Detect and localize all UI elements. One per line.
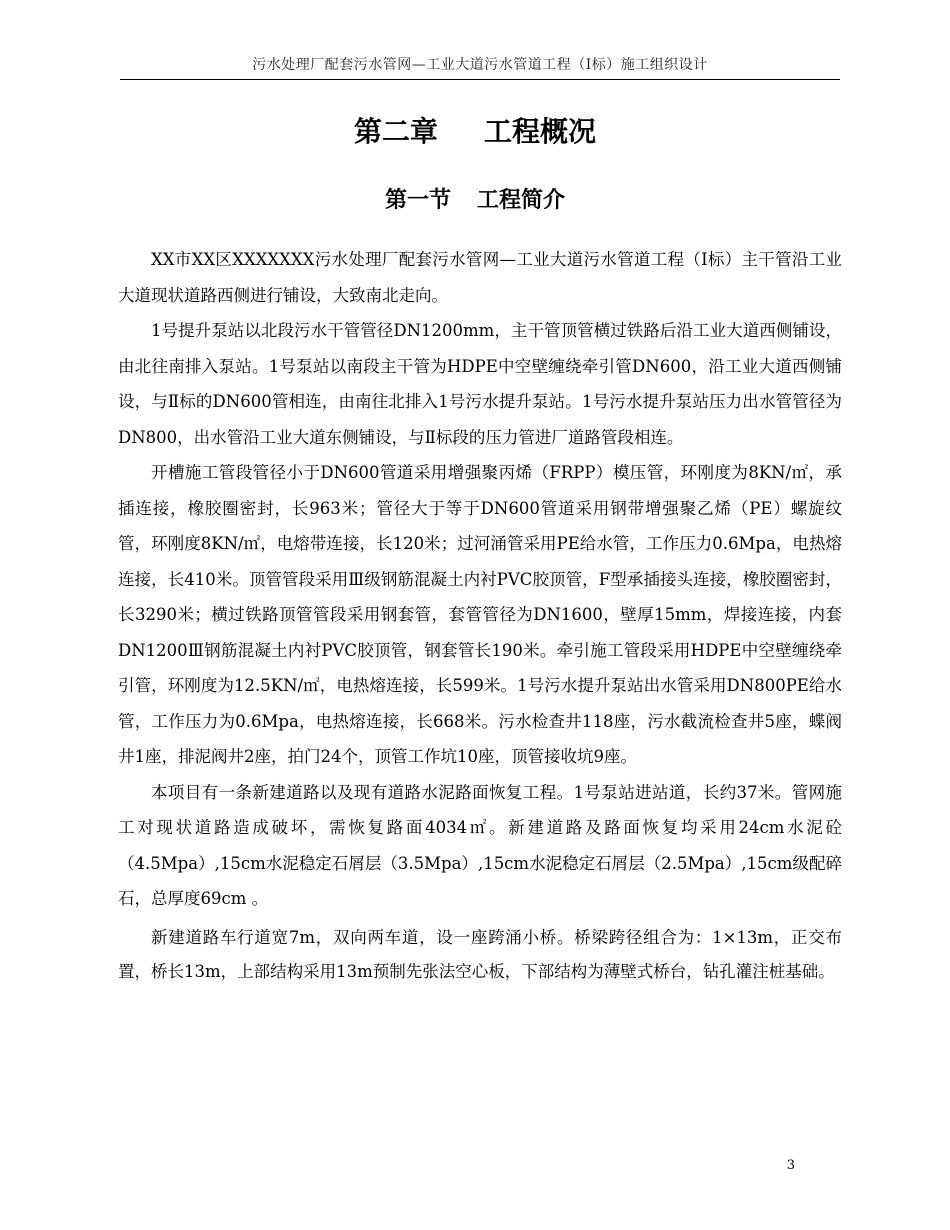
- paragraph-project-overview: XX市XX区XXXXXXX污水处理厂配套污水管网—工业大道污水管道工程（I标）主干管沿工业大道现状道路西侧进行铺设，大致南北走向。: [118, 250, 842, 305]
- page-number: 3: [786, 1158, 795, 1173]
- paragraph-bridge: 新建道路车行道宽7m，双向两车道，设一座跨涌小桥。桥梁跨径组合为：1×13m，正交布置，桥长13m，上部结构采用13m预制先张法空心板，下部结构为薄壁式桥台，钻孔灌注桩基础。: [118, 927, 842, 981]
- section-name: 工程简介: [477, 188, 566, 213]
- document-body: [118, 242, 842, 989]
- chapter-name: 工程概况: [484, 115, 597, 148]
- header-divider: [120, 79, 840, 80]
- section-number: 第一节: [384, 188, 451, 213]
- section-title: [0, 183, 950, 214]
- paragraph-pump-station-mains: 1号提升泵站以北段污水干管管径DN1200mm，主干管顶管横过铁路后沿工业大道西侧铺设，由北往南排入泵站。1号泵站以南段主干管为HDPE中空壁缠绕牵引管DN600，沿工业大道西侧铺设，与Ⅱ标的DN600管相连，由南往北排入1号污水提升泵站。1号污水提升泵站压力出水管管径为DN800，出水管沿工业大道东侧铺设，与Ⅱ标段的压力管进厂道路管段相连。: [118, 321, 842, 447]
- running-header: 污水处理厂配套污水管网—工业大道污水管道工程（I标）施工组织设计: [252, 57, 708, 73]
- paragraph-pipe-materials: 开槽施工管段管径小于DN600管道采用增强聚丙烯（FRPP）模压管，环刚度为8KN/㎡，承插连接，橡胶圈密封，长963米；管径大于等于DN600管道采用钢带增强聚乙烯（PE）螺旋纹管，环刚度8KN/㎡，电熔带连接，长120米；过河涌管采用PE给水管，工作压力0.6Mpa，电热熔连接，长410米。顶管管段采用Ⅲ级钢筋混凝土内衬PVC胶顶管，F型承插接头连接，橡胶圈密封，长3290米；横过铁路顶管管段采用钢套管，套管管径为DN1600，壁厚15mm，焊接连接，内套DN1200Ⅲ钢筋混凝土内衬PVC胶顶管，钢套管长190米。牵引施工管段采用HDPE中空壁缠绕牵引管，环刚度为12.5KN/㎡，电热熔连接，长599米。1号污水提升泵站出水管采用DN800PE给水管，工作压力为0.6Mpa，电热熔连接，长668米。污水检查井118座，污水截流检查井5座，蝶阀井1座，排泥阀井2座，拍门24个，顶管工作坑10座，顶管接收坑9座。: [118, 463, 842, 766]
- chapter-title: [0, 110, 950, 150]
- chapter-number: 第二章: [353, 115, 438, 148]
- paragraph-road-restoration: 本项目有一条新建道路以及现有道路水泥路面恢复工程。1号泵站进站道，长约37米。管网施工对现状道路造成破坏，需恢复路面4034㎡。新建道路及路面恢复均采用24cm水泥砼（4.5Mpa）,15cm水泥稳定石屑层（3.5Mpa）,15cm水泥稳定石屑层（2.5Mpa）,15cm级配碎石，总厚度69cm 。: [118, 782, 842, 908]
